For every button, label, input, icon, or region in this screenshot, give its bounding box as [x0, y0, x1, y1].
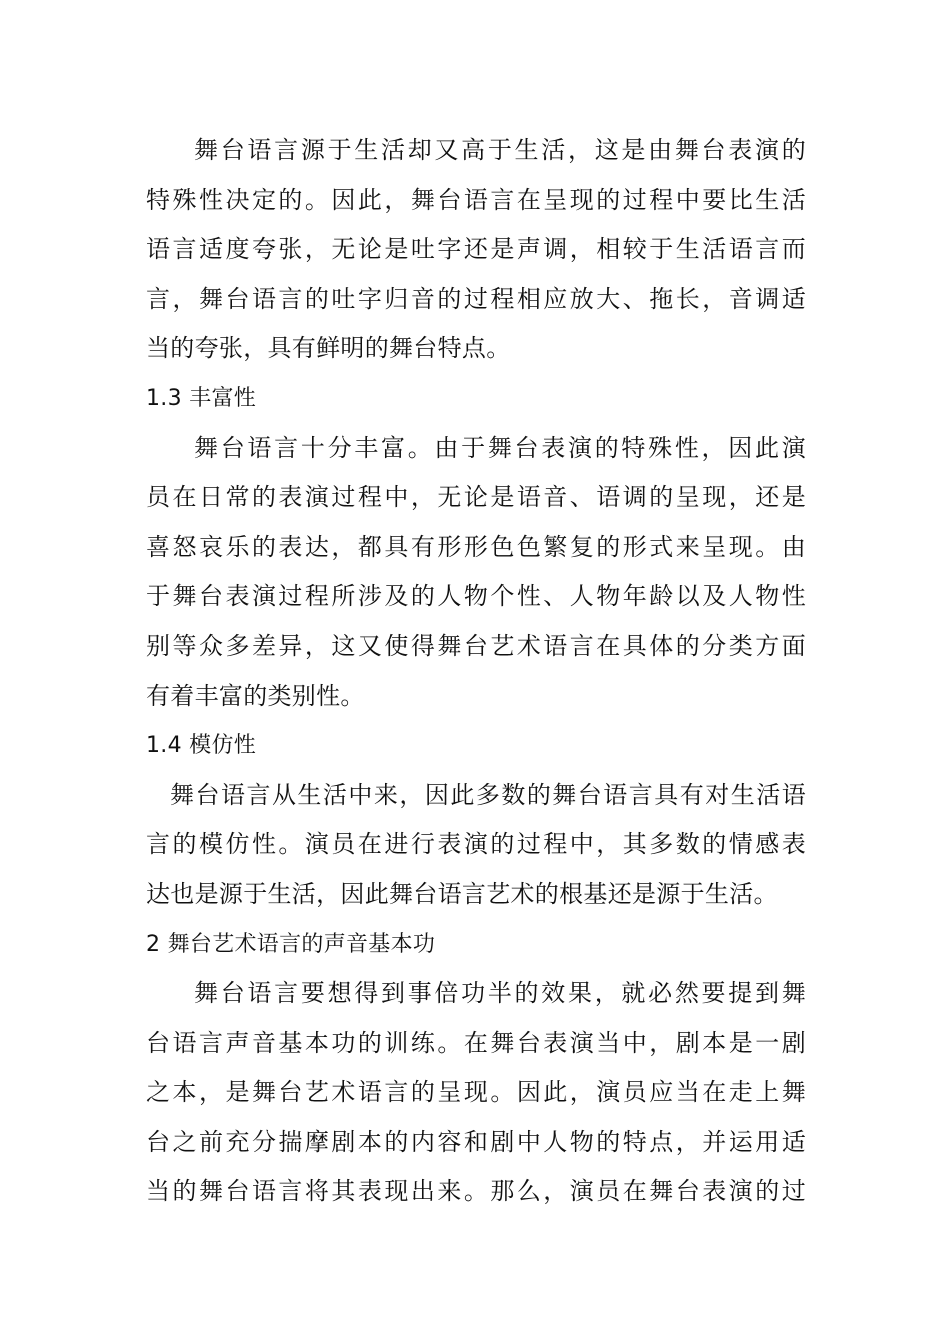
paragraph-1-line-5: 当的夸张，具有鲜明的舞台特点。	[146, 334, 511, 363]
paragraph-3-line-1: 舞台语言从生活中来，因此多数的舞台语言具有对生活语	[170, 780, 806, 809]
paragraph-4-line-2: 台语言声音基本功的训练。在舞台表演当中，剧本是一剧	[146, 1028, 806, 1057]
paragraph-2-line-2: 员在日常的表演过程中，无论是语音、语调的呈现，还是	[146, 483, 806, 512]
paragraph-2-line-5: 别等众多差异，这又使得舞台艺术语言在具体的分类方面	[146, 631, 806, 660]
document-body	[146, 126, 806, 1217]
paragraph-4-line-4: 台之前充分揣摩剧本的内容和剧中人物的特点，并运用适	[146, 1127, 806, 1156]
paragraph-1-line-4: 言，舞台语言的吐字归音的过程相应放大、拖长，音调适	[146, 284, 806, 313]
section-heading-2: 2 舞台艺术语言的声音基本功	[146, 931, 436, 957]
paragraph-2-line-1: 舞台语言十分丰富。由于舞台表演的特殊性，因此演	[194, 433, 806, 462]
paragraph-1-line-1: 舞台语言源于生活却又高于生活，这是由舞台表演的	[194, 136, 806, 164]
paragraph-2-line-6: 有着丰富的类别性。	[146, 681, 365, 710]
paragraph-2-line-4: 于舞台表演过程所涉及的人物个性、人物年龄以及人物性	[146, 582, 806, 611]
section-heading-1-3: 1.3 丰富性	[146, 385, 257, 411]
paragraph-4-line-3: 之本，是舞台艺术语言的呈现。因此，演员应当在走上舞	[146, 1078, 806, 1107]
paragraph-2-line-3: 喜怒哀乐的表达，都具有形形色色繁复的形式来呈现。由	[146, 532, 806, 561]
paragraph-1-line-2: 特殊性决定的。因此，舞台语言在呈现的过程中要比生活	[146, 185, 806, 214]
paragraph-4-line-1: 舞台语言要想得到事倍功半的效果，就必然要提到舞	[194, 979, 806, 1008]
paragraph-3-line-2: 言的模仿性。演员在进行表演的过程中，其多数的情感表	[146, 830, 806, 859]
section-heading-1-4: 1.4 模仿性	[146, 733, 257, 759]
paragraph-1-line-3: 语言适度夸张，无论是吐字还是声调，相较于生活语言而	[146, 235, 806, 264]
paragraph-3-line-3: 达也是源于生活，因此舞台语言艺术的根基还是源于生活。	[146, 879, 778, 908]
paragraph-4-line-5: 当的舞台语言将其表现出来。那么，演员在舞台表演的过	[146, 1177, 806, 1206]
